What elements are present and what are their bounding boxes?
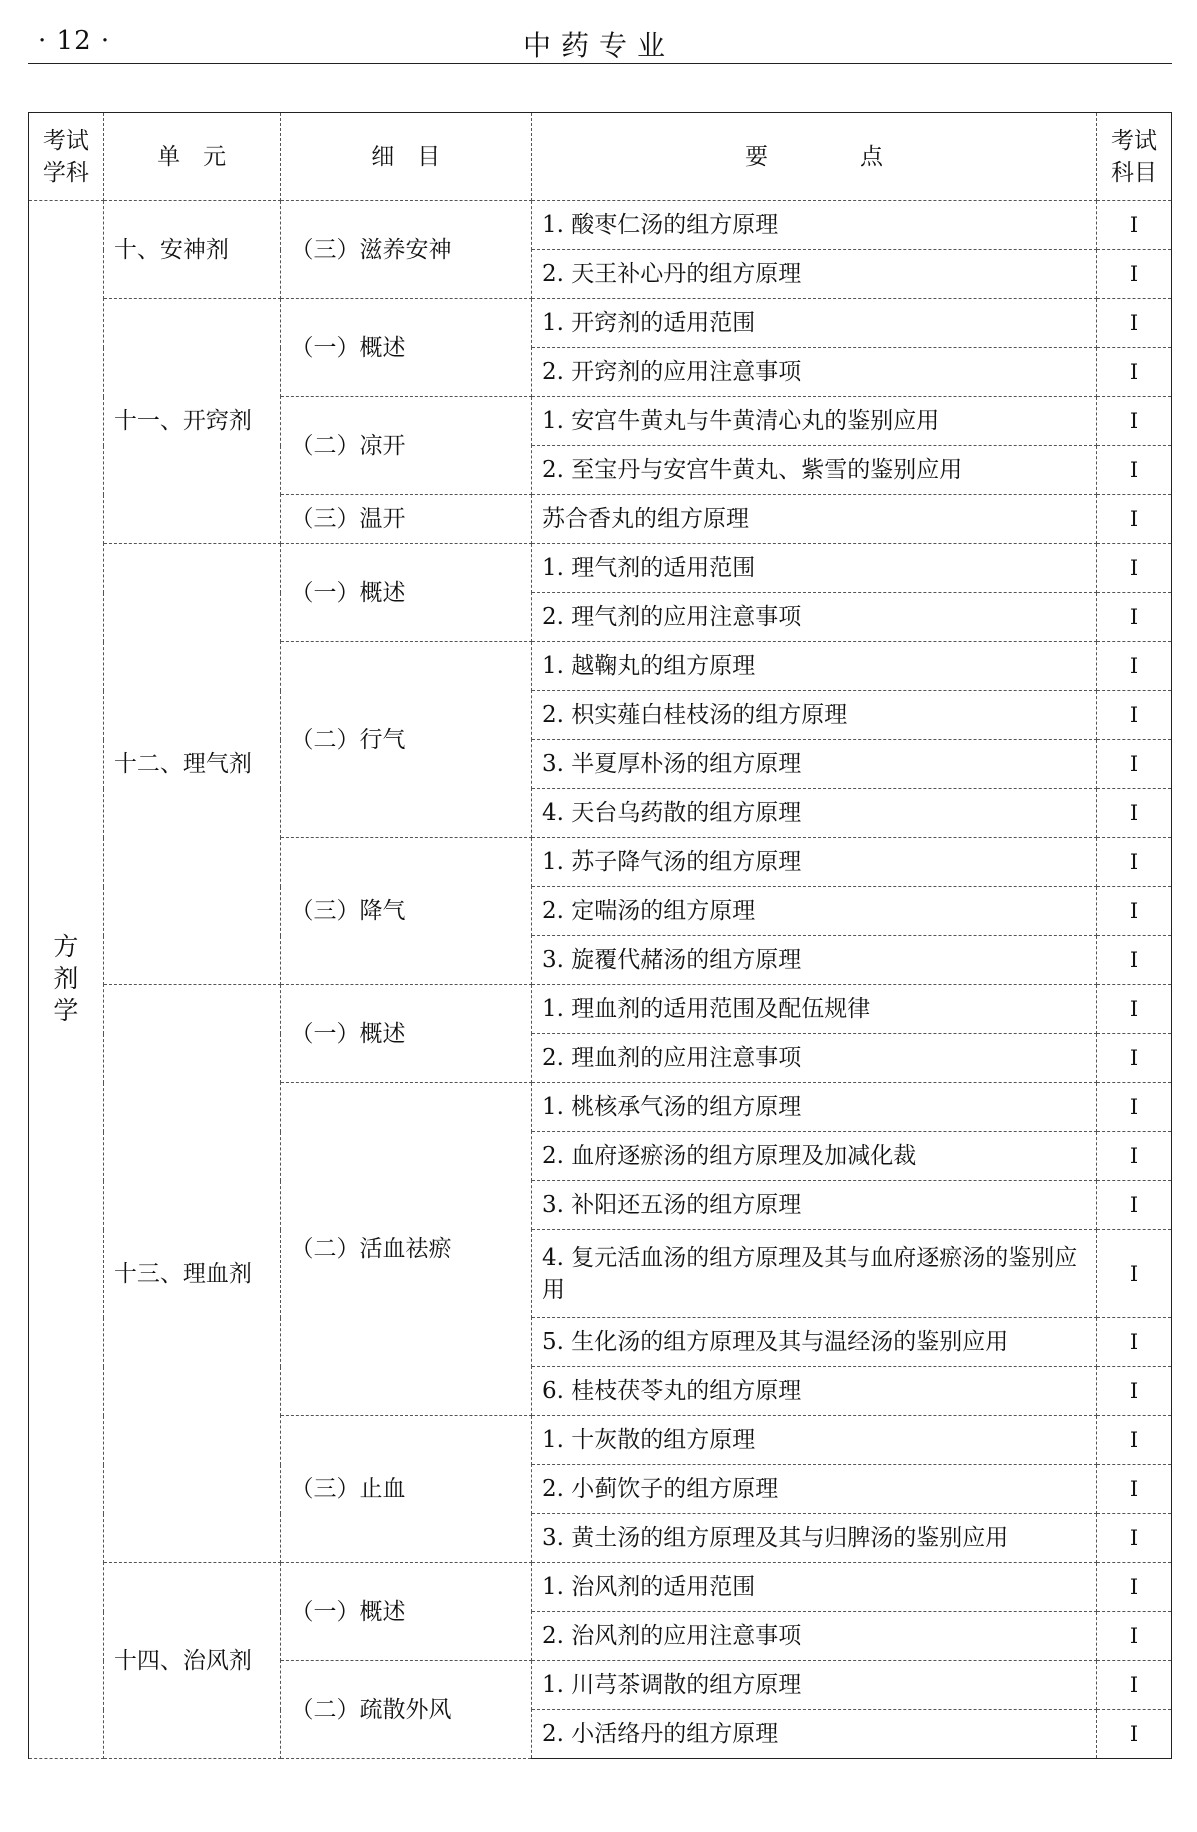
point-cell: 3. 半夏厚朴汤的组方原理 (532, 740, 1097, 789)
point-cell: 3. 黄土汤的组方原理及其与归脾汤的鉴别应用 (532, 1514, 1097, 1563)
table-row (29, 544, 1172, 593)
detail-cell: （三）温开 (280, 495, 532, 544)
exam-subject-cell: Ⅰ (1097, 1132, 1172, 1181)
exam-subject-cell: Ⅰ (1097, 1034, 1172, 1083)
point-cell: 4. 复元活血汤的组方原理及其与血府逐瘀汤的鉴别应用 (532, 1230, 1097, 1318)
exam-subject-cell: Ⅰ (1097, 201, 1172, 250)
unit-cell: 十三、理血剂 (103, 985, 280, 1563)
exam-subject-cell: Ⅰ (1097, 544, 1172, 593)
unit-cell: 十一、开窍剂 (103, 299, 280, 544)
exam-subject-cell: Ⅰ (1097, 495, 1172, 544)
exam-subject-cell: Ⅰ (1097, 1661, 1172, 1710)
point-cell: 2. 理血剂的应用注意事项 (532, 1034, 1097, 1083)
subject-label: 方剂学 (53, 932, 79, 1025)
exam-subject-cell: Ⅰ (1097, 299, 1172, 348)
exam-subject-cell: Ⅰ (1097, 1318, 1172, 1367)
detail-cell: （一）概述 (280, 299, 532, 397)
point-cell: 2. 天王补心丹的组方原理 (532, 250, 1097, 299)
exam-subject-cell: Ⅰ (1097, 446, 1172, 495)
point-cell: 2. 小蓟饮子的组方原理 (532, 1465, 1097, 1514)
exam-subject-cell: Ⅰ (1097, 250, 1172, 299)
exam-subject-cell: Ⅰ (1097, 593, 1172, 642)
detail-cell: （一）概述 (280, 985, 532, 1083)
exam-subject-cell: Ⅰ (1097, 936, 1172, 985)
exam-subject-cell: Ⅰ (1097, 1514, 1172, 1563)
detail-cell: （三）止血 (280, 1416, 532, 1563)
exam-subject-cell: Ⅰ (1097, 1612, 1172, 1661)
unit-cell: 十二、理气剂 (103, 544, 280, 985)
point-cell: 2. 定喘汤的组方原理 (532, 887, 1097, 936)
syllabus-table (28, 112, 1172, 1759)
point-cell: 2. 血府逐瘀汤的组方原理及加减化裁 (532, 1132, 1097, 1181)
unit-cell: 十四、治风剂 (103, 1563, 280, 1759)
exam-subject-cell: Ⅰ (1097, 691, 1172, 740)
column-header-detail: 细 目 (280, 113, 532, 201)
point-cell: 1. 川芎茶调散的组方原理 (532, 1661, 1097, 1710)
exam-subject-cell: Ⅰ (1097, 1710, 1172, 1759)
point-cell: 3. 补阳还五汤的组方原理 (532, 1181, 1097, 1230)
table-header-row (29, 113, 1172, 201)
exam-subject-cell: Ⅰ (1097, 1083, 1172, 1132)
exam-subject-cell: Ⅰ (1097, 887, 1172, 936)
header-divider (28, 63, 1172, 64)
exam-subject-cell: Ⅰ (1097, 348, 1172, 397)
point-cell: 1. 酸枣仁汤的组方原理 (532, 201, 1097, 250)
point-cell: 5. 生化汤的组方原理及其与温经汤的鉴别应用 (532, 1318, 1097, 1367)
exam-subject-cell: Ⅰ (1097, 1181, 1172, 1230)
detail-cell: （一）概述 (280, 1563, 532, 1661)
column-header-subject: 考试学科 (29, 113, 104, 201)
point-cell: 6. 桂枝茯苓丸的组方原理 (532, 1367, 1097, 1416)
exam-subject-cell: Ⅰ (1097, 789, 1172, 838)
detail-cell: （二）活血祛瘀 (280, 1083, 532, 1416)
detail-cell: （一）概述 (280, 544, 532, 642)
page-number: · 12 · (38, 26, 111, 56)
point-cell: 2. 治风剂的应用注意事项 (532, 1612, 1097, 1661)
table-row (29, 1563, 1172, 1612)
exam-subject-cell: Ⅰ (1097, 740, 1172, 789)
detail-cell: （三）滋养安神 (280, 201, 532, 299)
page-title: 中药专业 (522, 29, 675, 62)
point-cell: 1. 桃核承气汤的组方原理 (532, 1083, 1097, 1132)
subject-cell (29, 201, 104, 1759)
table-row (29, 985, 1172, 1034)
column-header-exam-subject: 考试科目 (1097, 113, 1172, 201)
point-cell: 2. 开窍剂的应用注意事项 (532, 348, 1097, 397)
point-cell: 1. 安宫牛黄丸与牛黄清心丸的鉴别应用 (532, 397, 1097, 446)
column-header-unit: 单 元 (103, 113, 280, 201)
detail-cell: （二）凉开 (280, 397, 532, 495)
exam-subject-cell: Ⅰ (1097, 1230, 1172, 1318)
detail-cell: （二）疏散外风 (280, 1661, 532, 1759)
table-row (29, 299, 1172, 348)
point-cell: 1. 理气剂的适用范围 (532, 544, 1097, 593)
point-cell: 2. 至宝丹与安宫牛黄丸、紫雪的鉴别应用 (532, 446, 1097, 495)
detail-cell: （二）行气 (280, 642, 532, 838)
exam-subject-cell: Ⅰ (1097, 1563, 1172, 1612)
point-cell: 苏合香丸的组方原理 (532, 495, 1097, 544)
unit-cell: 十、安神剂 (103, 201, 280, 299)
point-cell: 1. 越鞠丸的组方原理 (532, 642, 1097, 691)
point-cell: 1. 开窍剂的适用范围 (532, 299, 1097, 348)
detail-cell: （三）降气 (280, 838, 532, 985)
exam-subject-cell: Ⅰ (1097, 985, 1172, 1034)
exam-subject-cell: Ⅰ (1097, 642, 1172, 691)
point-cell: 1. 治风剂的适用范围 (532, 1563, 1097, 1612)
exam-subject-cell: Ⅰ (1097, 1416, 1172, 1465)
table-row (29, 201, 1172, 250)
point-cell: 3. 旋覆代赭汤的组方原理 (532, 936, 1097, 985)
page-header (28, 20, 1170, 64)
point-cell: 2. 枳实薤白桂枝汤的组方原理 (532, 691, 1097, 740)
table-body (29, 201, 1172, 1759)
point-cell: 1. 理血剂的适用范围及配伍规律 (532, 985, 1097, 1034)
point-cell: 1. 十灰散的组方原理 (532, 1416, 1097, 1465)
exam-subject-cell: Ⅰ (1097, 1367, 1172, 1416)
exam-subject-cell: Ⅰ (1097, 838, 1172, 887)
point-cell: 2. 理气剂的应用注意事项 (532, 593, 1097, 642)
point-cell: 4. 天台乌药散的组方原理 (532, 789, 1097, 838)
column-header-point: 要 点 (532, 113, 1097, 201)
exam-subject-cell: Ⅰ (1097, 1465, 1172, 1514)
point-cell: 2. 小活络丹的组方原理 (532, 1710, 1097, 1759)
exam-subject-cell: Ⅰ (1097, 397, 1172, 446)
point-cell: 1. 苏子降气汤的组方原理 (532, 838, 1097, 887)
